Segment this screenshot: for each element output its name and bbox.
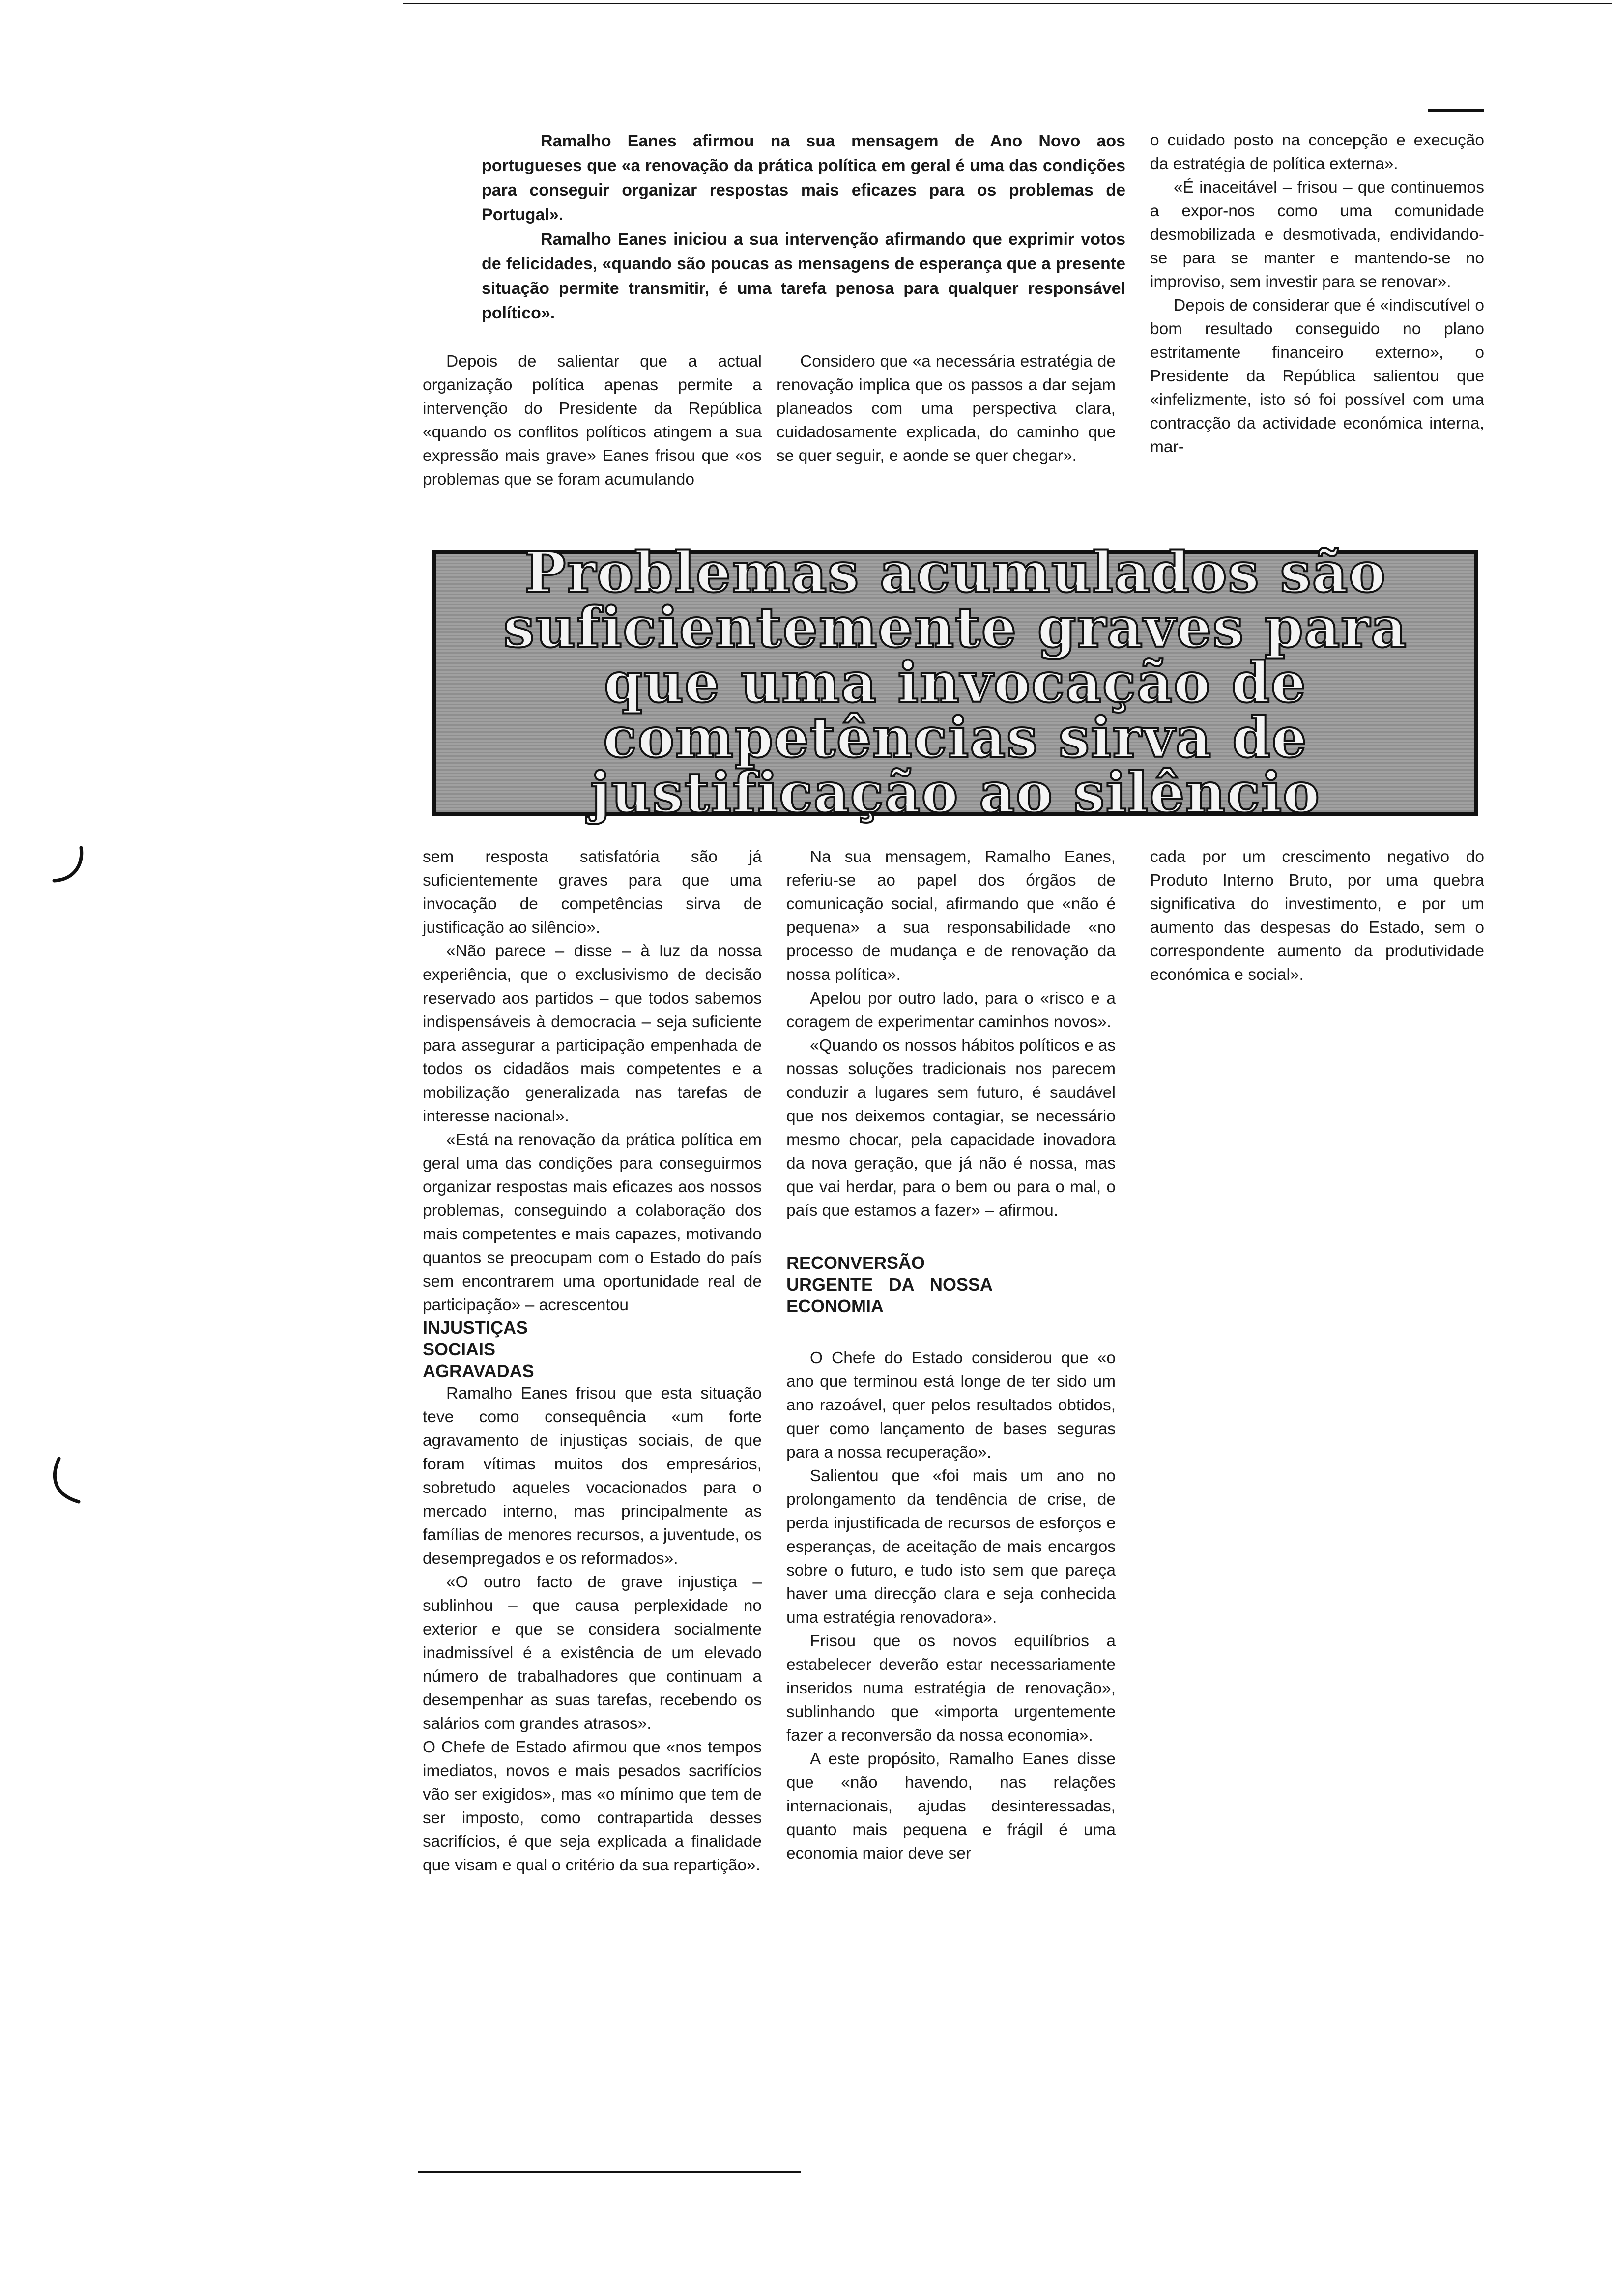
body-column-1: [423, 845, 762, 1877]
headline-box: [432, 541, 1478, 825]
body-col2-p4: O Chefe do Estado considerou que «o ano que terminou está longe de ter sido um ano razoável, quer pelos resultados obtidos, quer como lançamento de bases seguras para a nossa recuperação».: [786, 1349, 1116, 1462]
lead-paragraph: [482, 129, 1125, 325]
top-column-2: [777, 350, 1116, 468]
body-col1-p4: Ramalho Eanes frisou que esta situação teve como consequência «um forte agravamento de injustiças sociais, de que foram vítimas muitos dos empresários, sobretudo aqueles vocacionados para o mercado interno, mas principalmente as famílias de menores recursos, a juventude, os desempregados e os reformados».: [423, 1384, 762, 1568]
body-column-3: [1150, 845, 1484, 987]
lead-line-1: Ramalho Eanes afirmou na sua mensagem de Ano Novo aos portugueses que «a renovação da prática política em geral é uma das condições para conseguir organizar respostas mais eficazes para os problemas de Portugal».: [482, 132, 1125, 224]
body-column-2: [786, 845, 1116, 1866]
body-col1-p1: sem resposta satisfatória são já suficientemente graves para que uma invocação de competências sirva de justificação ao silêncio».: [423, 848, 762, 937]
top-rule: [403, 3, 1612, 4]
bottom-rule: [418, 2171, 801, 2173]
body-col2-p6: Frisou que os novos equilíbrios a estabelecer deverão estar necessariamente inseridos numa estratégia de renovação», sublinhando que «importa urgentemente fazer a reconversão da nossa economia».: [786, 1632, 1116, 1745]
body-col1-p3: «Está na renovação da prática política em geral uma das condições para conseguirmos organizar respostas mais eficazes aos nossos problemas, conseguindo a colaboração dos mais competentes e mais capazes, motivando quantos se preocupam com o Estado do país sem encontrarem uma oportunidade real de participação» – acrescentou: [423, 1131, 762, 1314]
top-col3-p1: o cuidado posto na concepção e execução da estratégia de política externa».: [1150, 131, 1484, 173]
top-column-3: [1150, 129, 1484, 459]
body-col1-p5: «O outro facto de grave injustiça – sublinhou – que causa perplexidade no exterior e que se considera socialmente inadmissível é a existência de um elevado número de trabalhadores que continuam a desempenhar as suas tarefas, recebendo os salários com grandes atrasos».: [423, 1573, 762, 1733]
body-col2-p2: Apelou por outro lado, para o «risco e a coragem de experimentar caminhos novos».: [786, 989, 1116, 1031]
corner-rule: [1428, 109, 1484, 112]
subheading-reconversao: RECONVERSÃO URGENTE DA NOSSA ECONOMIA: [786, 1253, 993, 1316]
top-col3-p3: Depois de considerar que é «indiscutível o bom resultado conseguido no plano estritamente financeiro externo», o Presidente da República salientou que «infelizmente, isto só foi possível com uma contracção da actividade económica interna, mar-: [1150, 296, 1484, 456]
top-column-1: [423, 350, 762, 491]
lead-line-2: Ramalho Eanes iniciou a sua intervenção afirmando que exprimir votos de felicidades, «quando são poucas as mensagens de esperança que a presente situação permite transmitir, é uma tarefa penosa para qualquer responsável político».: [482, 230, 1125, 322]
margin-bracket-icon: [44, 1455, 88, 1509]
subheading-injusticas: INJUSTIÇAS SOCIAIS AGRAVADAS: [423, 1318, 534, 1381]
body-col2-p7: A este propósito, Ramalho Eanes disse que «não havendo, nas relações internacionais, ajudas desinteressadas, quanto mais pequena e frágil é uma economia maior deve ser: [786, 1750, 1116, 1863]
body-col3-p1: cada por um crescimento negativo do Produto Interno Bruto, por uma quebra significativa do investimento, e por um aumento das despesas do Estado, sem o correspondente aumento da produtividade económica e social».: [1150, 848, 1484, 984]
top-col1-text: Depois de salientar que a actual organização política apenas permite a intervenção do Presidente da República «quando os conflitos políticos atingem a sua expressão mais grave» Eanes frisou que «os problemas que se foram acumulando: [423, 352, 762, 488]
body-col2-p3: «Quando os nossos hábitos políticos e as nossas soluções tradicionais nos parecem conduzir a lugares sem futuro, é saudável que nos deixemos contagiar, se necessário mesmo chocar, pela capacidade inovadora da nova geração, que já não é nossa, mas que vai herdar, para o bem ou para o mal, o país que estamos a fazer» – afirmou.: [786, 1036, 1116, 1220]
top-col3-p2: «É inaceitável – frisou – que continuemos a expor-nos como uma comunidade desmobilizada e desmotivada, endividando-se para se manter e mantendo-se no improviso, sem investir para se renovar».: [1150, 178, 1484, 291]
margin-mark-icon: [49, 845, 88, 890]
body-col2-p5: Salientou que «foi mais um ano no prolongamento da tendência de crise, de perda injustificada de recursos de esforços e esperanças, de aceitação de mais encargos sobre o futuro, e tudo isto sem que pareça haver uma direcção clara e seja conhecida uma estratégia renovadora».: [786, 1467, 1116, 1627]
top-col2-text: Considero que «a necessária estratégia de renovação implica que os passos a dar sejam planeados com uma perspectiva clara, cuidadosamente explicada, do caminho que se quer seguir, e aonde se quer chegar».: [777, 352, 1116, 465]
headline: Problemas acumulados são suficientemente graves para que uma invocação de competências sirva de justificação ao silêncio: [503, 541, 1408, 825]
body-col1-p6: O Chefe de Estado afirmou que «nos tempos imediatos, novos e mais pesados sacrifícios vão ser exigidos», mas «o mínimo que tem de ser imposto, como contrapartida desses sacrifícios, é que seja explicada a finalidade que visam e qual o critério da sua repartição».: [423, 1738, 762, 1874]
body-col2-p1: Na sua mensagem, Ramalho Eanes, referiu-se ao papel dos órgãos de comunicação social, afirmando que «não é pequena» a sua responsabilidade «no processo de mudança e de renovação da nossa política».: [786, 848, 1116, 984]
body-col1-p2: «Não parece – disse – à luz da nossa experiência, que o exclusivismo de decisão reservado aos partidos – que todos sabemos indispensáveis à democracia – seja suficiente para assegurar a participação empenhada de todos os cidadãos mais competentes e a mobilização generalizada nas tarefas de interesse nacional».: [423, 942, 762, 1125]
